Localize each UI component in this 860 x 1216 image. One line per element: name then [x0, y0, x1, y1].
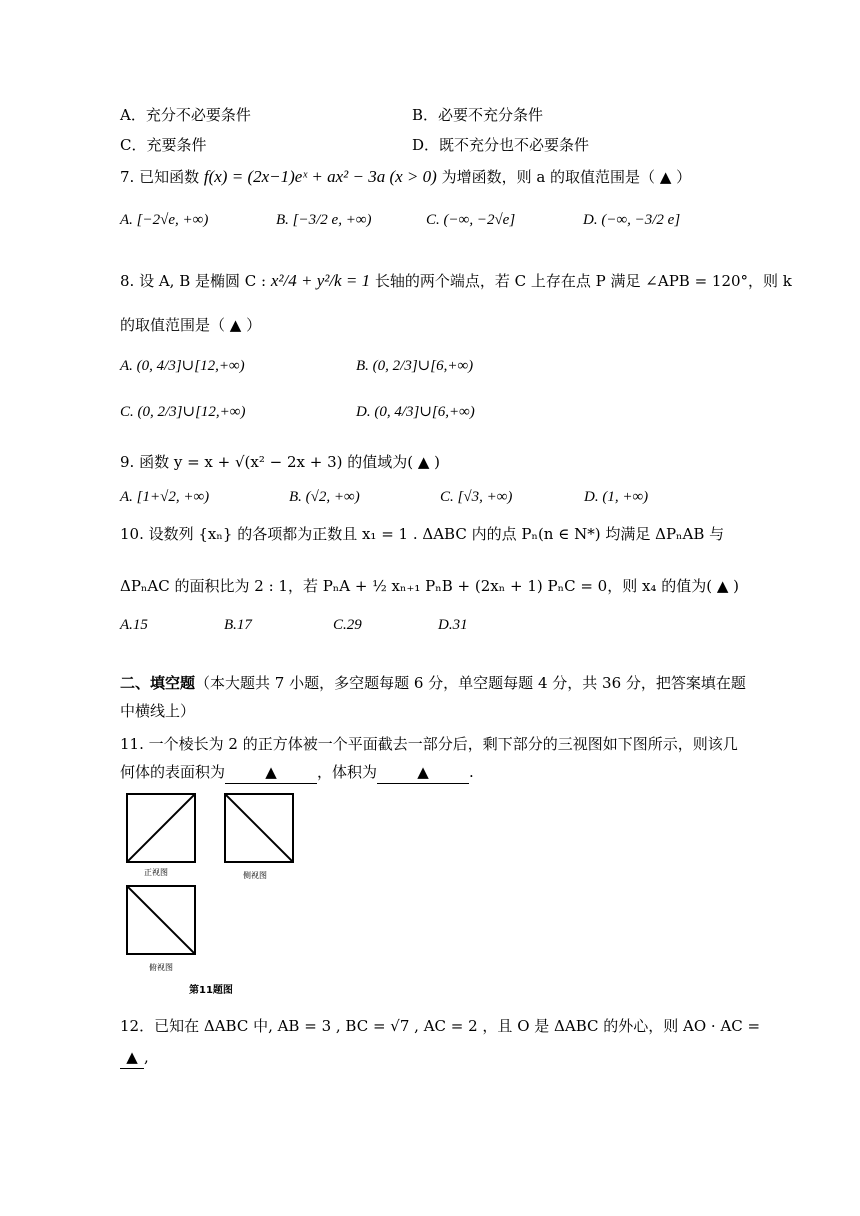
side-view-figure	[224, 793, 294, 863]
section-2-title: 二、填空题	[120, 674, 196, 692]
q8-stem-line1	[120, 270, 792, 292]
q10-option-b: B.17	[224, 617, 252, 633]
q10-option-c: C.29	[333, 617, 362, 633]
q11-line1: 11. 一个棱长为 2 的正方体被一个平面截去一部分后，剩下部分的三视图如下图所示，则该几	[120, 735, 738, 753]
q6-option-a: A．充分不必要条件	[120, 106, 251, 124]
top-view-figure	[126, 885, 196, 955]
q8-option-c: C. (0, 2/3]∪[12,+∞)	[120, 404, 246, 420]
q7-option-c: C. (−∞, −2√e]	[426, 212, 516, 228]
q6-option-c: C．充要条件	[120, 136, 207, 154]
q12-suffix: ,	[144, 1048, 149, 1066]
q11-line2	[120, 761, 474, 784]
q11-suffix: .	[469, 763, 474, 781]
front-view-figure	[126, 793, 196, 863]
q12-line2	[120, 1046, 149, 1069]
q6-option-d: D．既不充分也不必要条件	[412, 136, 590, 154]
q8-option-d: D. (0, 4/3]∪[6,+∞)	[356, 404, 475, 420]
q11-answer-blank-volume[interactable]: ▲	[377, 761, 469, 784]
q8-suffix: 长轴的两个端点，若 C 上存在点 P 满足 ∠APB = 120°，则 k	[374, 272, 792, 290]
side-view-caption: 侧视图	[243, 871, 267, 880]
q11-mid: ，体积为	[317, 763, 378, 781]
section-2-heading	[120, 672, 746, 694]
q10-option-a: A.15	[120, 617, 148, 633]
side-view-diagonal	[226, 795, 292, 861]
q8-prefix: 8. 设 A, B 是椭圆 C :	[120, 272, 267, 290]
q9-option-a: A. [1+√2, +∞)	[120, 489, 210, 505]
q11-prefix: 何体的表面积为	[120, 763, 226, 781]
front-view-diagonal	[128, 795, 194, 861]
q9-stem: 9. 函数 y = x + √(x² − 2x + 3) 的值域为( ▲ )	[120, 453, 441, 471]
section-2-desc-line2: 中横线上）	[120, 702, 196, 720]
figure-title: 第11题图	[189, 985, 233, 996]
q11-answer-blank-area[interactable]: ▲	[225, 761, 317, 784]
top-view-caption: 俯视图	[149, 963, 173, 972]
q7-option-d: D. (−∞, −3/2 e]	[583, 212, 681, 228]
q7-stem	[120, 166, 691, 188]
q12-answer-blank[interactable]: ▲	[120, 1046, 144, 1069]
q8-option-a: A. (0, 4/3]∪[12,+∞)	[120, 358, 245, 374]
q7-function: f(x) = (2x−1)eˣ + ax² − 3a (x > 0)	[203, 167, 437, 186]
q9-option-b: B. (√2, +∞)	[289, 489, 360, 505]
q7-prefix: 7. 已知函数	[120, 168, 200, 186]
q8-equation: x²/4 + y²/k = 1	[270, 271, 371, 290]
q8-stem-line2: 的取值范围是（ ▲ ）	[120, 316, 262, 334]
q9-option-c: C. [√3, +∞)	[440, 489, 513, 505]
q8-option-b: B. (0, 2/3]∪[6,+∞)	[356, 358, 474, 374]
q7-option-b: B. [−3/2 e, +∞)	[276, 212, 372, 228]
q6-option-b: B．必要不充分条件	[412, 106, 544, 124]
top-view-diagonal	[128, 887, 194, 953]
q7-suffix: 为增函数，则 a 的取值范围是（ ▲ ）	[441, 168, 692, 186]
q10-line2: ΔPₙAC 的面积比为 2 : 1，若 PₙA + ½ xₙ₊₁ PₙB + (2xₙ + 1) PₙC = 0，则 x₄ 的值为( ▲ )	[120, 577, 739, 595]
q10-line1: 10. 设数列 {xₙ} 的各项都为正数且 x₁ = 1 . ΔABC 内的点 Pₙ(n ∈ N*) 均满足 ΔPₙAB 与	[120, 525, 725, 543]
q12-line1: 12．已知在 ΔABC 中, AB = 3 , BC = √7 , AC = 2 ，且 O 是 ΔABC 的外心，则 AO · AC =	[120, 1017, 761, 1035]
section-2-desc: （本大题共 7 小题，多空题每题 6 分，单空题每题 4 分，共 36 分，把答案填在题	[195, 674, 746, 692]
q9-option-d: D. (1, +∞)	[584, 489, 649, 505]
q10-option-d: D.31	[438, 617, 468, 633]
front-view-caption: 正视图	[144, 868, 168, 877]
q7-option-a: A. [−2√e, +∞)	[120, 212, 209, 228]
